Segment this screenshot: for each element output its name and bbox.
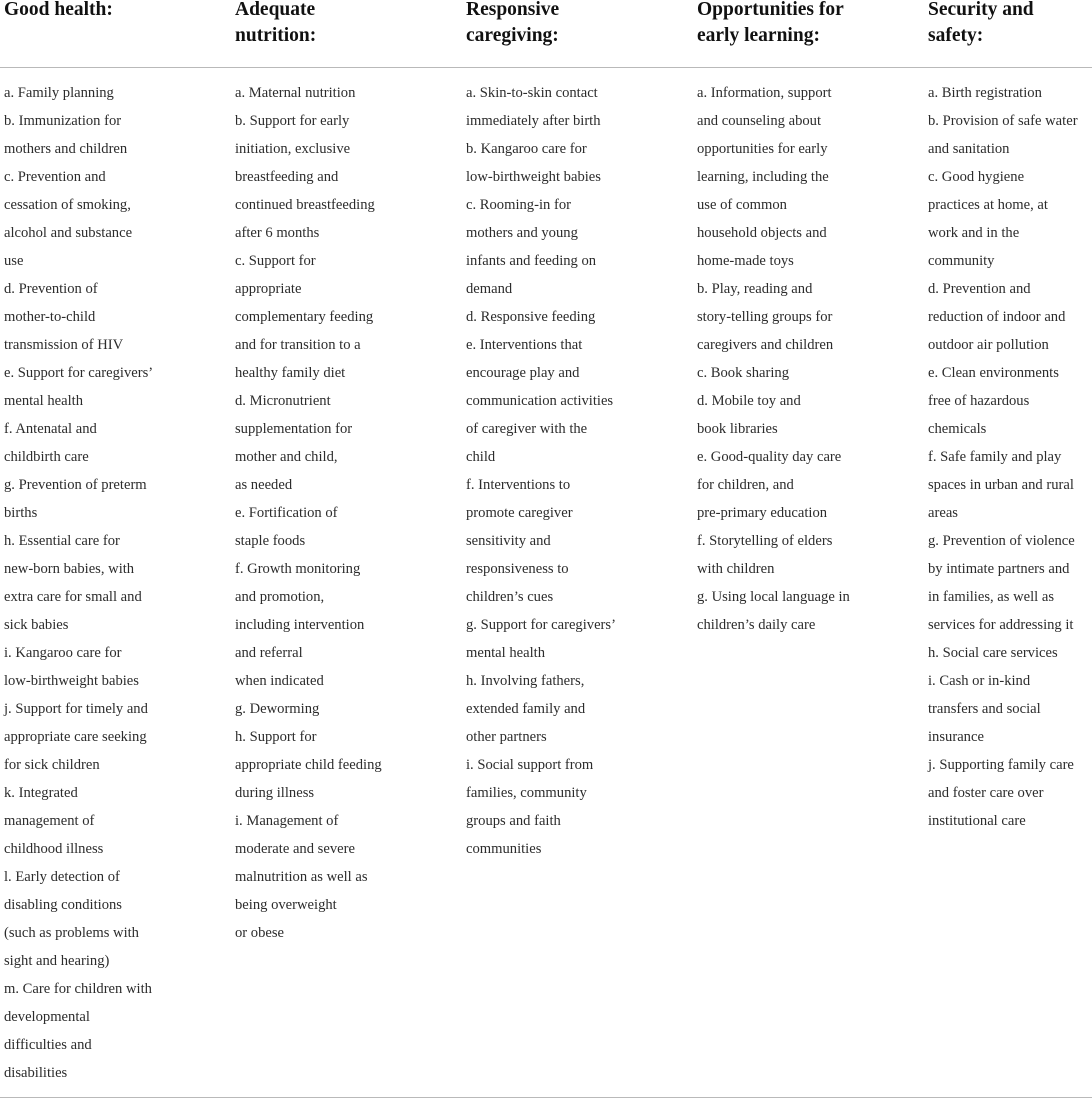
column-header: Good health: [4,0,113,20]
column-header: Adequate nutrition: [235,0,317,46]
table-bottom-rule [0,1097,1092,1098]
column-items: a. Birth registration b. Provision of safe water and sanitation c. Good hygiene practices at home, at work and in the community d. Prevention and reduction of indoor and outdoor air pollution e. Clean environments free of hazardous chemicals f. Safe family and play spaces in urban and rural areas g. Prevention of violence by intimate partners and in families, as well as services for addressing it h. Social care services i. Cash or in-kind transfers and social insurance j. Supporting family care and foster care over institutional care [928,85,1078,829]
column-header: Responsive caregiving: [466,0,560,46]
column-header: Security and safety: [928,0,1034,46]
header-divider [0,67,1092,68]
column-items: a. Information, support and counseling about opportunities for early learning, including the use of common household objects and home-made toys b. Play, reading and story-telling groups for caregivers and children c. Book sharing d. Mobile toy and book libraries e. Good-quality day care for children, and pre-primary education f. Storytelling of elders with children g. Using local language in children’s daily care [697,85,850,633]
column-items: a. Maternal nutrition b. Support for early initiation, exclusive breastfeeding and continued breastfeeding after 6 months c. Support for appropriate complementary feeding and for transition to a healthy family diet d. Micronutrient supplementation for mother and child, as needed e. Fortification of staple foods f. Growth monitoring and promotion, including intervention and referral when indicated g. Deworming h. Support for appropriate child feeding during illness i. Management of moderate and severe malnutrition as well as being overweight or obese [235,85,382,941]
column-items: a. Skin-to-skin contact immediately after birth b. Kangaroo care for low-birthweight babies c. Rooming-in for mothers and young infants and feeding on demand d. Responsive feeding e. Interventions that encourage play and communication activities of caregiver with the child f. Interventions to promote caregiver sensitivity and responsiveness to children’s cues g. Support for caregivers’ mental health h. Involving fathers, extended family and other partners i. Social support from families, community groups and faith communities [466,85,616,857]
column-items: a. Family planning b. Immunization for mothers and children c. Prevention and cessation of smoking, alcohol and substance use d. Prevention of mother-to-child transmission of HIV e. Support for caregivers’ mental health f. Antenatal and childbirth care g. Prevention of preterm births h. Essential care for new-born babies, with extra care for small and sick babies i. Kangaroo care for low-birthweight babies j. Support for timely and appropriate care seeking for sick children k. Integrated management of childhood illness l. Early detection of disabling conditions (such as problems with sight and hearing) m. Care for children with developmental difficulties and disabilities [4,85,154,1081]
column-header: Opportunities for early learning: [697,0,844,46]
